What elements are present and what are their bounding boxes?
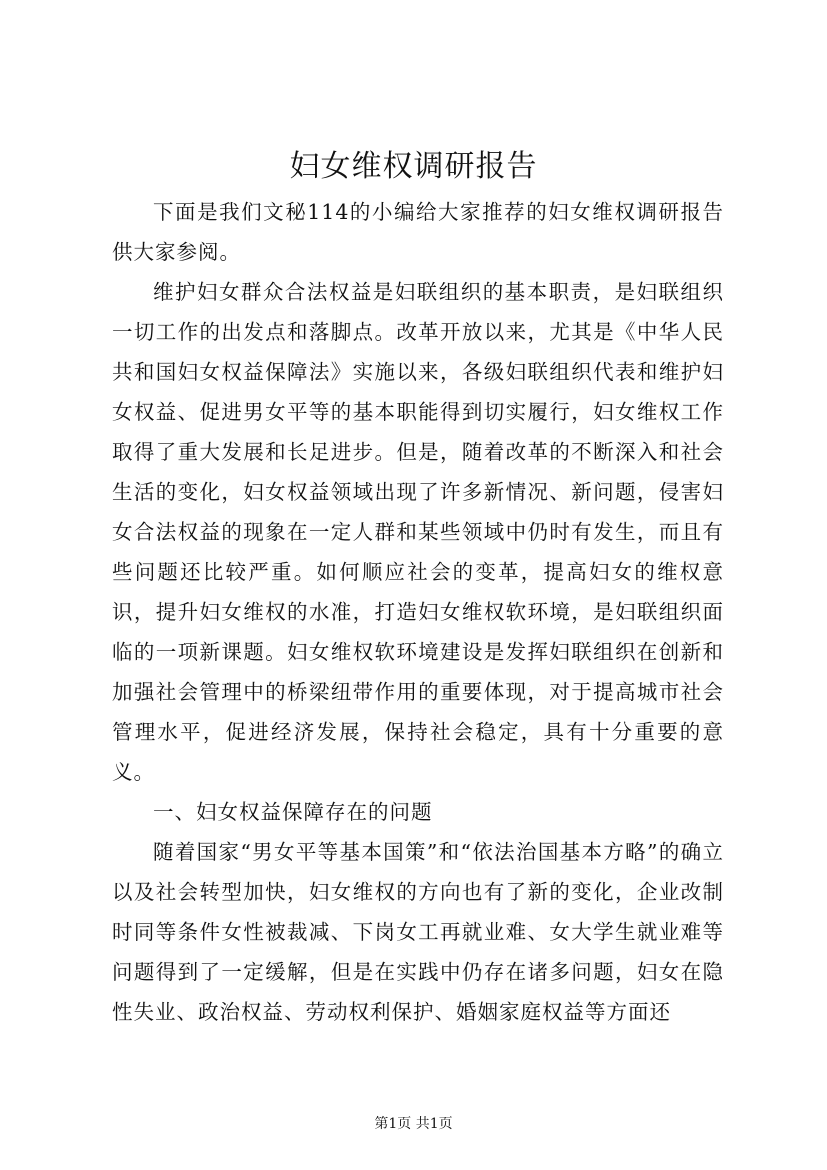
background-paragraph: 维护妇女群众合法权益是妇联组织的基本职责，是妇联组织一切工作的出发点和落脚点。改革开放以来，尤其是《中华人民共和国妇女权益保障法》实施以来，各级妇联组织代表和维护妇女权益、促进男女平等的基本职能得到切实履行，妇女维权工作取得了重大发展和长足进步。但是，随着改革的不断深入和社会生活的变化，妇女权益领域出现了许多新情况、新问题，侵害妇女合法权益的现象在一定人群和某些领域中仍时有发生，而且有些问题还比较严重。如何顺应社会的变革，提高妇女的维权意识，提升妇女维权的水准，打造妇女维权软环境，是妇联组织面临的一项新课题。妇女维权软环境建设是发挥妇联组织在创新和加强社会管理中的桥梁纽带作用的重要体现，对于提高城市社会管理水平，促进经济发展，保持社会稳定，具有十分重要的意义。 (112, 280, 724, 784)
document-body (112, 192, 724, 1032)
intro-paragraph: 下面是我们文秘114的小编给大家推荐的妇女维权调研报告供大家参阅。 (112, 200, 724, 264)
section-heading: 一、妇女权益保障存在的问题 (153, 800, 433, 824)
problems-paragraph: 随着国家“男女平等基本国策”和“依法治国基本方略”的确立以及社会转型加快，妇女维权的方向也有了新的变化，企业改制时同等条件女性被裁减、下岗女工再就业难、女大学生就业难等问题得到了一定缓解，但是在实践中仍存在诸多问题，妇女在隐性失业、政治权益、劳动权利保护、婚姻家庭权益等方面还 (112, 840, 724, 1024)
page-footer: 第1页 共1页 (374, 1116, 453, 1132)
document-title: 妇女维权调研报告 (289, 149, 538, 184)
